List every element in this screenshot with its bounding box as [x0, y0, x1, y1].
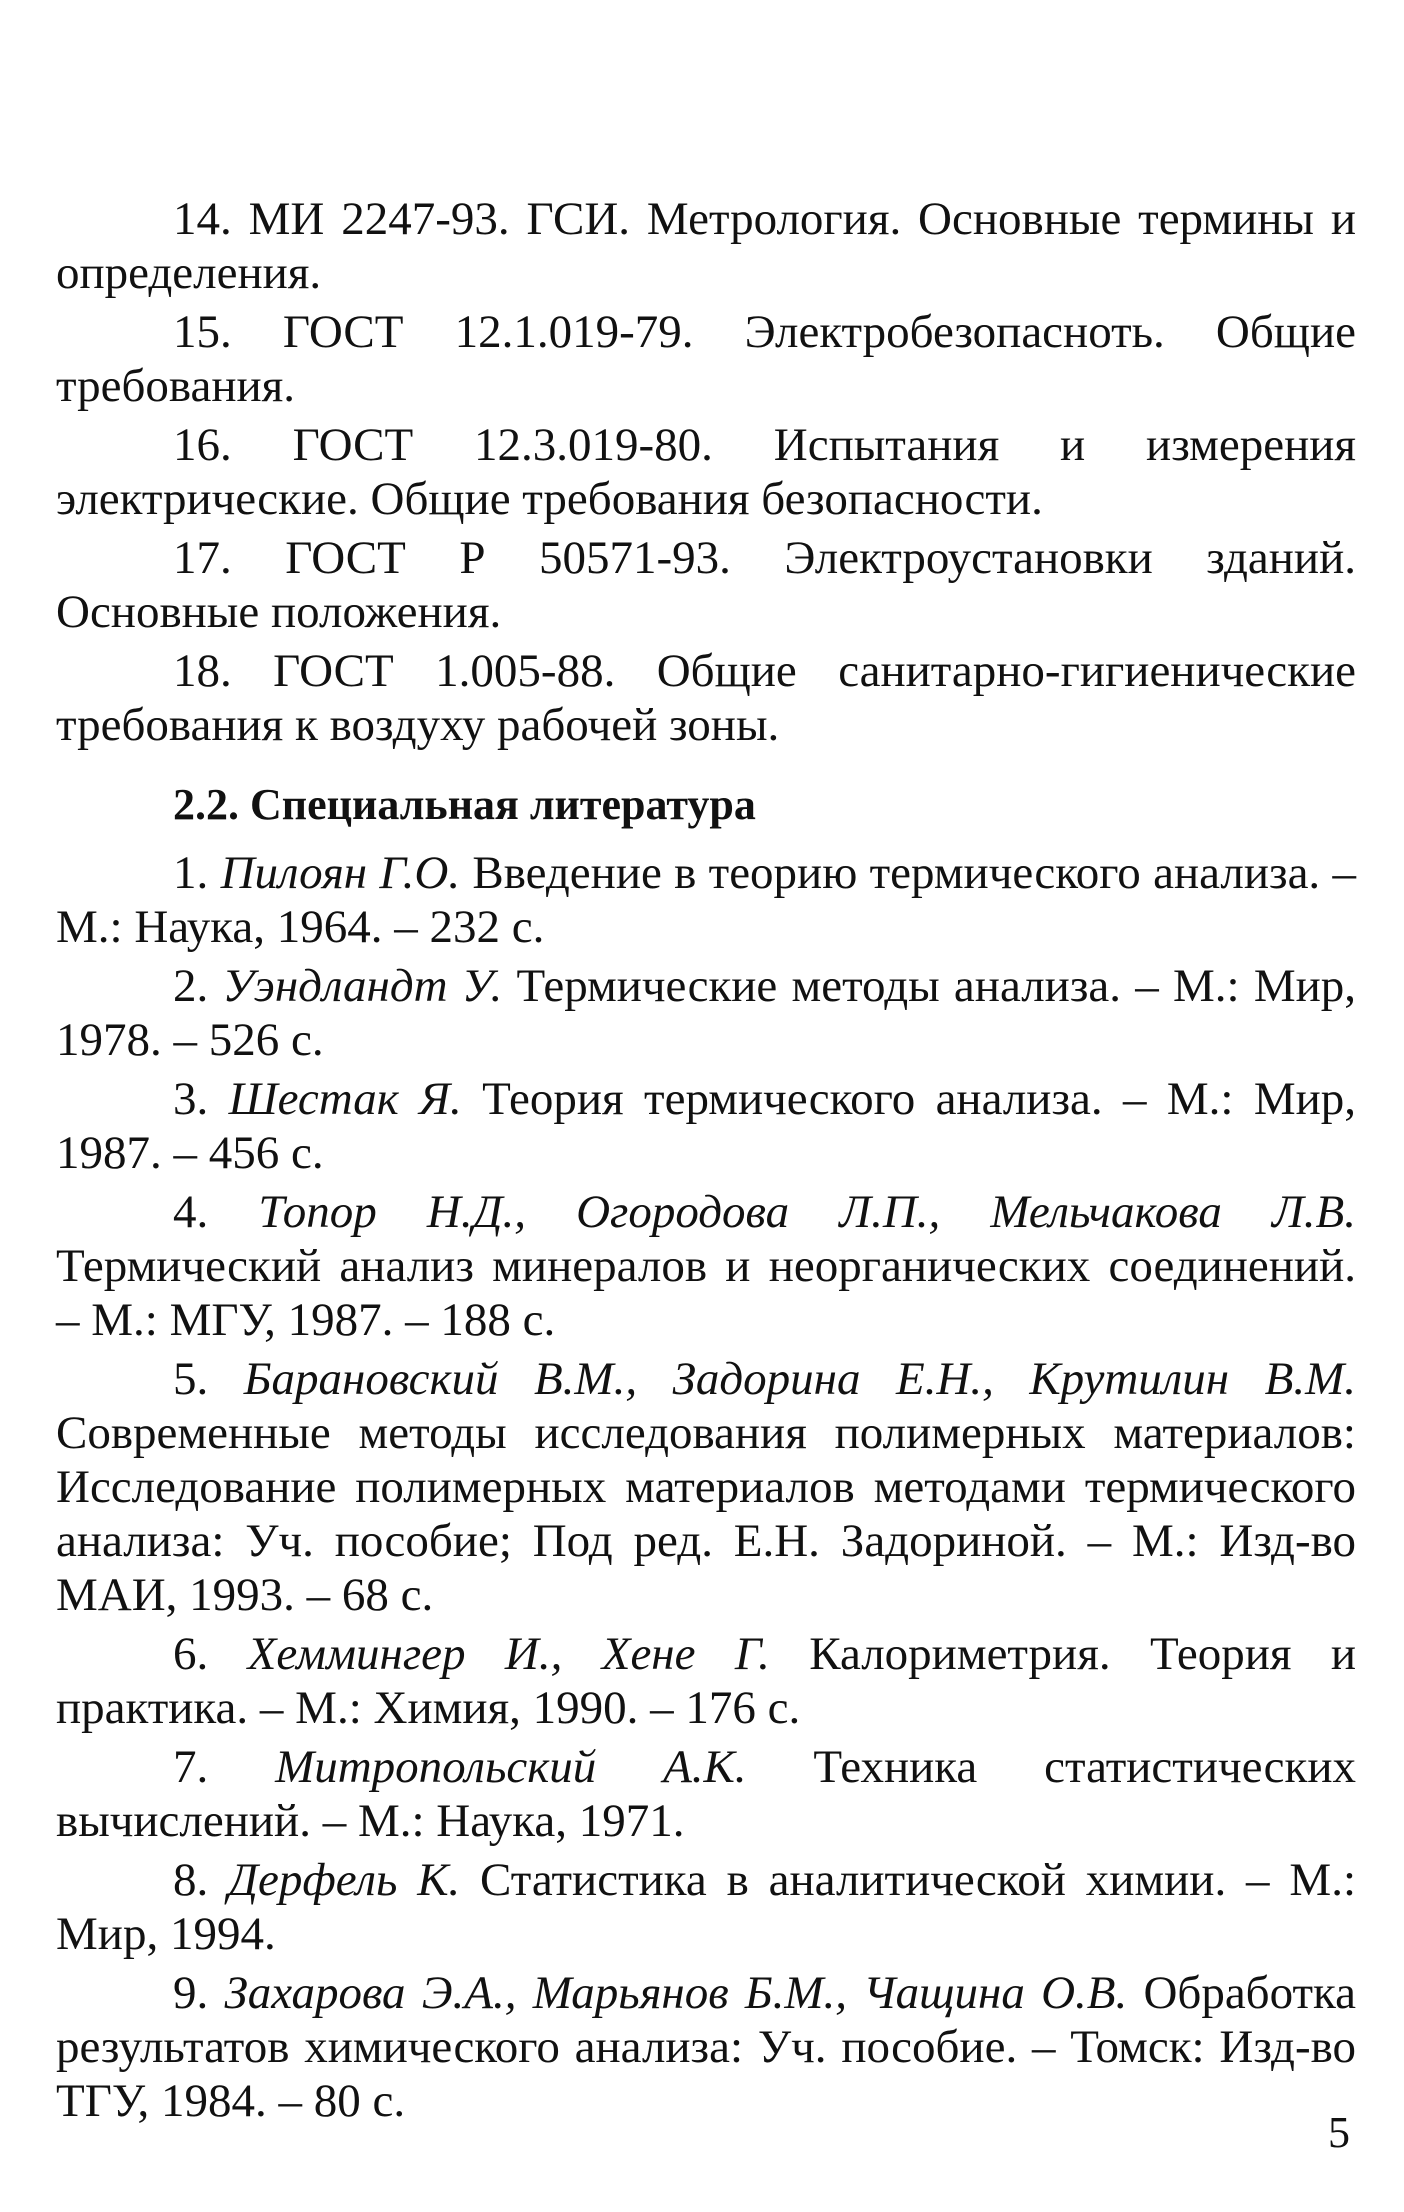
- list-item: [56, 1185, 1356, 1347]
- item-details: Техника статистических вычислений. – М.: Наука, 1971.: [56, 1741, 1357, 1847]
- document-page: [56, 192, 1356, 2133]
- list-item: 15. ГОСТ 12.1.019-79. Электробезопасноть. Общие требования.: [56, 306, 1356, 412]
- item-number: 4.: [173, 1186, 209, 1238]
- item-number: 1.: [173, 847, 209, 899]
- item-authors: Дерфель К.: [228, 1854, 461, 1906]
- item-authors: Хеммингер И., Хене Г.: [247, 1628, 770, 1680]
- item-authors: Уэндландт У.: [222, 960, 503, 1012]
- list-item: 18. ГОСТ 1.005-88. Общие санитарно-гигиенические требования к воздуху рабочей зоны.: [56, 645, 1356, 751]
- item-details: Статистика в аналитической химии. – М.: Мир, 1994.: [56, 1854, 1357, 1960]
- item-number: 9.: [173, 1967, 209, 2019]
- item-number: 3.: [173, 1073, 209, 1125]
- item-details: Термический анализ минералов и неорганических соединений. – М.: МГУ, 1987. – 188 с.: [56, 1240, 1356, 1346]
- item-details: Введение в теорию термического анализа. – М.: Наука, 1964. – 232 с.: [56, 847, 1356, 953]
- item-details: Современные методы исследования полимерных материалов: Исследование полимерных материалов методами термического анализа: Уч. пособие; Под ред. Е.Н. Задориной. – М.: Изд-во МАИ, 1993. – 68 с.: [56, 1407, 1356, 1621]
- list-item: [56, 1627, 1356, 1735]
- item-details: Теория термического анализа. – М.: Мир, 1987. – 456 с.: [56, 1073, 1357, 1179]
- item-authors: Митропольский А.К.: [275, 1741, 747, 1793]
- item-authors: Шестак Я.: [228, 1073, 462, 1125]
- list-item: [56, 1352, 1356, 1622]
- list-item: [56, 846, 1356, 954]
- item-authors: Захарова Э.А., Марьянов Б.М., Чащина О.В.: [224, 1967, 1128, 2019]
- list-item: 16. ГОСТ 12.3.019-80. Испытания и измерения электрические. Общие требования безопасности.: [56, 419, 1356, 525]
- page-number: 5: [1328, 2108, 1350, 2157]
- list-item: [56, 1072, 1356, 1180]
- item-number: 5.: [173, 1353, 209, 1405]
- list-item: [56, 1740, 1356, 1848]
- list-item: 14. МИ 2247-93. ГСИ. Метрология. Основные термины и определения.: [56, 193, 1356, 299]
- section-heading: 2.2. Специальная литература: [173, 780, 756, 829]
- list-item: [56, 959, 1356, 1067]
- item-details: Калориметрия. Теория и практика. – М.: Химия, 1990. – 176 с.: [56, 1628, 1357, 1734]
- item-authors: Барановский В.М., Задорина Е.Н., Крутилин В.М.: [243, 1353, 1357, 1405]
- item-details: Обработка результатов химического анализа: Уч. пособие. – Томск: Изд-во ТГУ, 1984. – 80 с.: [56, 1967, 1357, 2127]
- literature-list: [56, 846, 1356, 2128]
- item-number: 8.: [173, 1854, 209, 1906]
- list-item: [56, 1853, 1356, 1961]
- list-item: 17. ГОСТ Р 50571-93. Электроустановки зданий. Основные положения.: [56, 532, 1356, 638]
- item-details: Термические методы анализа. – М.: Мир, 1978. – 526 с.: [56, 960, 1357, 1066]
- item-number: 7.: [173, 1741, 209, 1793]
- item-authors: Топор Н.Д., Огородова Л.П., Мельчакова Л.В.: [258, 1186, 1356, 1238]
- list-item: [56, 1966, 1356, 2128]
- standards-list: [56, 192, 1356, 752]
- item-number: 2.: [173, 960, 209, 1012]
- item-number: 6.: [173, 1628, 209, 1680]
- item-authors: Пилоян Г.О.: [220, 847, 461, 899]
